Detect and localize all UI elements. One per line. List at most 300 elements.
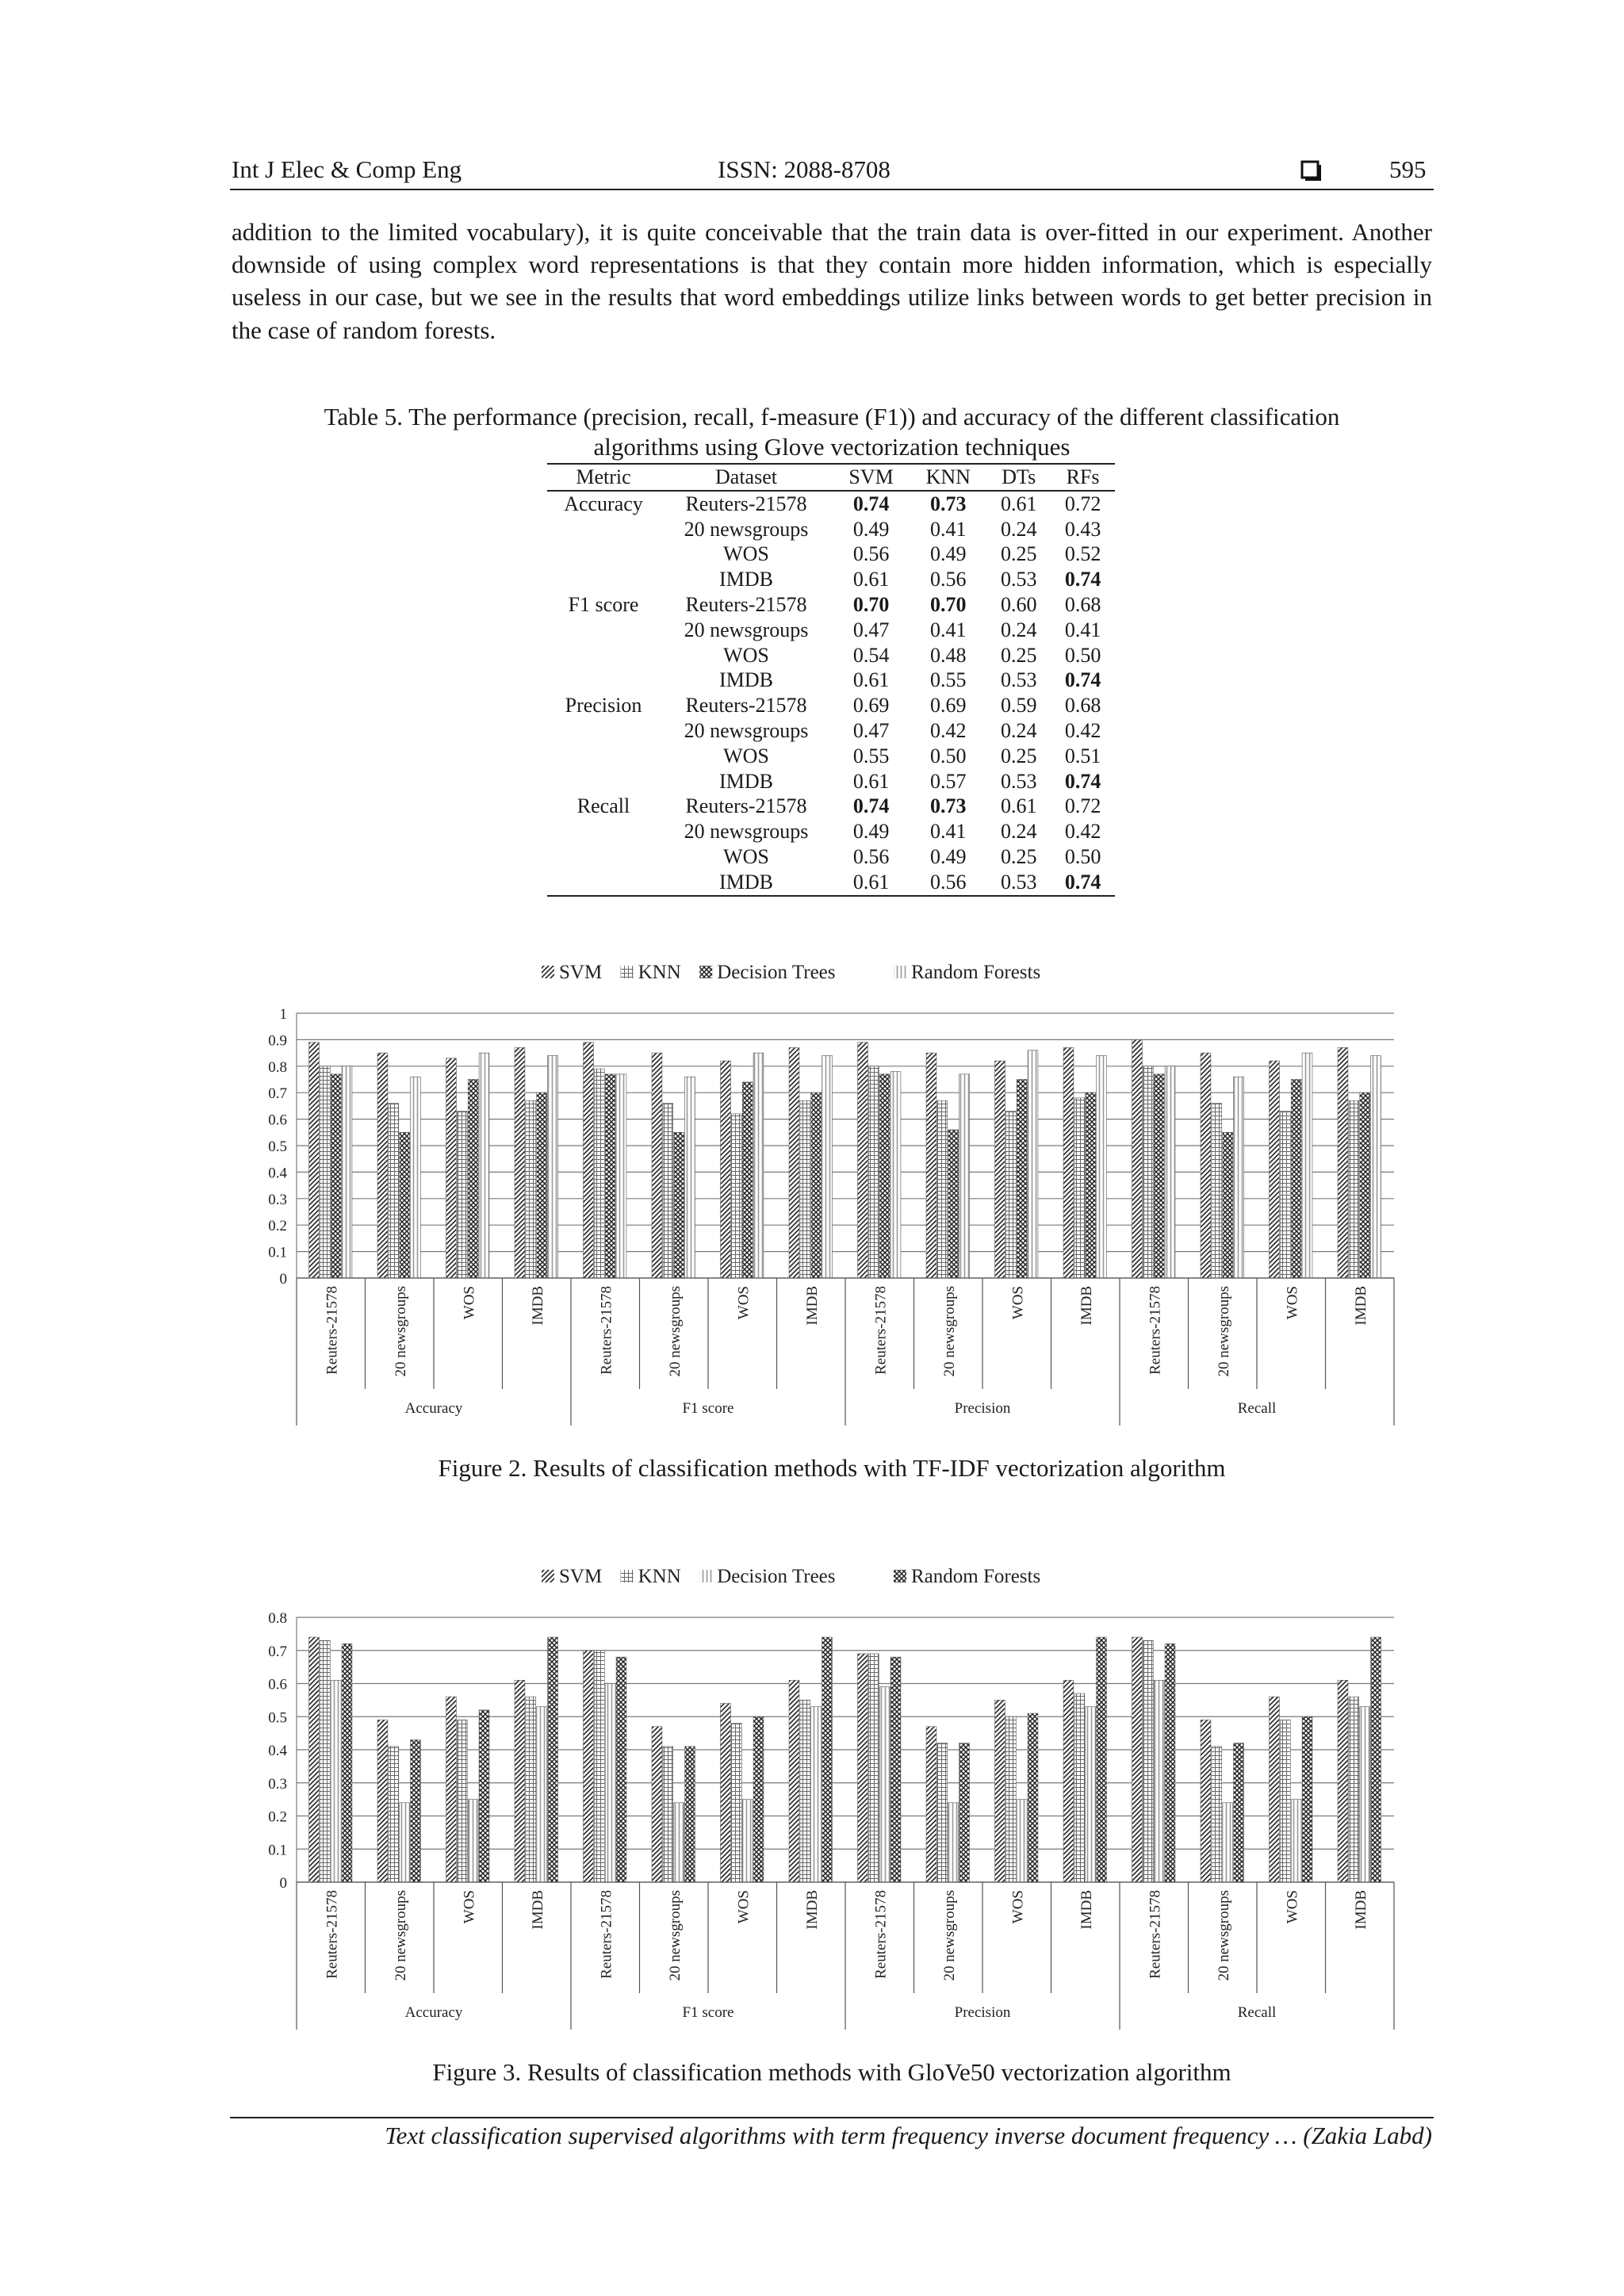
cell-dataset: IMDB bbox=[719, 668, 773, 692]
cell-value: 0.61 bbox=[833, 870, 910, 896]
bar bbox=[479, 1710, 489, 1882]
y-tick-label: 0.4 bbox=[268, 1165, 287, 1182]
bar bbox=[822, 1055, 833, 1278]
bar bbox=[937, 1100, 948, 1278]
bar bbox=[515, 1047, 525, 1278]
legend-label: SVM bbox=[559, 962, 603, 983]
cell-metric: Precision bbox=[565, 694, 642, 718]
bar bbox=[1074, 1098, 1085, 1278]
cell-dataset: 20 newsgroups bbox=[684, 820, 809, 844]
cell-metric bbox=[547, 618, 660, 643]
x-tick-label: Reuters-21578 bbox=[598, 1890, 615, 1979]
table-row bbox=[547, 618, 1115, 643]
cell-metric bbox=[547, 744, 660, 769]
table-row bbox=[547, 567, 1115, 592]
bar bbox=[1143, 1640, 1153, 1882]
bar bbox=[594, 1069, 604, 1278]
bar bbox=[1154, 1680, 1164, 1882]
cell-metric bbox=[547, 542, 660, 568]
bar bbox=[1028, 1713, 1038, 1882]
cell-value: 0.49 bbox=[930, 542, 967, 566]
bar bbox=[789, 1047, 799, 1278]
cell-value: 0.50 bbox=[1064, 643, 1101, 667]
x-tick-label: Reuters-21578 bbox=[872, 1890, 890, 1979]
cell-metric bbox=[547, 643, 660, 668]
cell-value: 0.24 bbox=[1001, 820, 1037, 844]
bar bbox=[468, 1080, 478, 1279]
cell-value: 0.74 bbox=[1064, 668, 1101, 692]
cell-value: 0.50 bbox=[1064, 845, 1101, 869]
table-row bbox=[547, 693, 1115, 718]
bar bbox=[515, 1680, 525, 1882]
table-row bbox=[547, 844, 1115, 870]
header-metric: Metric bbox=[547, 464, 660, 491]
legend-swatch bbox=[894, 1570, 906, 1582]
x-tick-label: 20 newsgroups bbox=[1215, 1286, 1232, 1377]
table-row bbox=[547, 668, 1115, 694]
body-paragraph: addition to the limited vocabulary), it is quite conceivable that the train data is over-fitted in our experiment. Another downside of using complex word representations is that they contain more hidden information, which is especially useless in our case, but we see in the results that word embeddings utilize links between words to get better precision in the case of random forests. bbox=[232, 218, 1432, 344]
x-tick-label: WOS bbox=[735, 1890, 753, 1924]
bar bbox=[411, 1739, 421, 1882]
cell-value: 0.53 bbox=[1001, 769, 1037, 793]
bar bbox=[1371, 1637, 1381, 1882]
bar bbox=[1338, 1047, 1348, 1278]
x-tick-label: 20 newsgroups bbox=[392, 1890, 409, 1981]
cell-value: 0.74 bbox=[1051, 870, 1115, 896]
group-label: F1 score bbox=[682, 1400, 734, 1417]
cell-value: 0.60 bbox=[1001, 593, 1037, 617]
bar bbox=[1165, 1644, 1175, 1882]
cell-value: 0.55 bbox=[852, 744, 890, 767]
bar bbox=[342, 1644, 352, 1882]
bar bbox=[811, 1093, 822, 1278]
journal-name: Int J Elec & Comp Eng bbox=[232, 155, 462, 183]
cell-value: 0.24 bbox=[1001, 719, 1037, 743]
bar bbox=[411, 1077, 421, 1278]
cell-metric: Accuracy bbox=[564, 492, 643, 515]
bar bbox=[1270, 1061, 1280, 1278]
legend-swatch bbox=[621, 966, 634, 978]
y-tick-label: 1 bbox=[279, 1006, 287, 1023]
table-row bbox=[547, 819, 1115, 844]
bar bbox=[959, 1074, 970, 1278]
bar bbox=[605, 1074, 615, 1278]
cell-value: 0.74 bbox=[852, 492, 890, 515]
bar bbox=[537, 1093, 547, 1278]
table-row bbox=[547, 542, 1115, 568]
table-row bbox=[547, 517, 1115, 542]
legend-swatch bbox=[894, 966, 906, 978]
y-tick-label: 0.7 bbox=[268, 1085, 287, 1103]
bar bbox=[721, 1704, 731, 1882]
cell-value: 0.25 bbox=[1001, 542, 1037, 566]
bar bbox=[948, 1803, 959, 1882]
bar bbox=[1143, 1066, 1153, 1278]
x-tick-label: Reuters-21578 bbox=[324, 1286, 341, 1375]
group-label: Recall bbox=[1237, 2004, 1277, 2021]
table-row bbox=[547, 718, 1115, 744]
cell-value: 0.68 bbox=[1064, 694, 1101, 718]
bar bbox=[753, 1716, 764, 1882]
y-tick-label: 0.4 bbox=[268, 1743, 287, 1759]
legend-label: Decision Trees bbox=[717, 962, 836, 983]
bar bbox=[1302, 1053, 1312, 1278]
bar bbox=[753, 1053, 764, 1278]
cell-value: 0.74 bbox=[1064, 568, 1101, 591]
bar bbox=[1132, 1039, 1143, 1278]
cell-value: 0.54 bbox=[852, 643, 890, 667]
table-row bbox=[547, 794, 1115, 820]
cell-metric bbox=[547, 819, 660, 844]
cell-dataset: 20 newsgroups bbox=[684, 618, 809, 641]
cell-metric bbox=[547, 844, 660, 870]
bar bbox=[479, 1053, 489, 1278]
cell-metric bbox=[547, 517, 660, 542]
cell-value: 0.73 bbox=[930, 794, 967, 818]
bar bbox=[652, 1727, 662, 1882]
issn: ISSN: 2088-8708 bbox=[718, 155, 891, 183]
table-row bbox=[547, 870, 1115, 896]
cell-value: 0.72 bbox=[1064, 794, 1101, 818]
header-knn: KNN bbox=[910, 464, 986, 491]
cell-metric bbox=[547, 718, 660, 744]
legend-label: KNN bbox=[638, 962, 681, 983]
bar bbox=[526, 1100, 536, 1278]
bar bbox=[594, 1651, 604, 1882]
bar bbox=[331, 1074, 341, 1278]
cell-value: 0.55 bbox=[930, 668, 967, 692]
bar bbox=[1338, 1680, 1348, 1882]
y-tick-label: 0.7 bbox=[268, 1643, 287, 1660]
bar bbox=[674, 1132, 684, 1278]
y-tick-label: 0.8 bbox=[268, 1058, 287, 1076]
cell-value: 0.74 bbox=[852, 794, 890, 818]
y-tick-label: 0 bbox=[279, 1875, 287, 1892]
group-label: Precision bbox=[954, 1400, 1011, 1417]
bar bbox=[548, 1637, 558, 1882]
x-tick-label: Reuters-21578 bbox=[1147, 1286, 1164, 1375]
bar bbox=[377, 1053, 388, 1278]
cell-value: 0.41 bbox=[930, 618, 967, 641]
bar bbox=[1201, 1720, 1211, 1882]
cell-value: 0.50 bbox=[930, 744, 967, 767]
bar bbox=[879, 1074, 890, 1278]
cell-value: 0.61 bbox=[852, 769, 890, 793]
y-tick-label: 0.6 bbox=[268, 1676, 287, 1693]
legend-label: Random Forests bbox=[911, 1566, 1041, 1587]
bar bbox=[1349, 1100, 1359, 1278]
cell-dataset: Reuters-21578 bbox=[685, 593, 807, 617]
cell-value: 0.61 bbox=[1001, 794, 1037, 818]
running-footer: Text classification supervised algorithms with term frequency inverse document frequency … (Zakia Labd) bbox=[385, 2122, 1432, 2149]
bar bbox=[959, 1743, 970, 1882]
bar bbox=[1223, 1132, 1233, 1278]
table-caption-line1: Table 5. The performance (precision, recall, f-measure (F1)) and accuracy of the different classification bbox=[324, 403, 1340, 430]
bar bbox=[891, 1071, 901, 1278]
bar bbox=[731, 1724, 741, 1882]
cell-value: 0.41 bbox=[930, 517, 967, 541]
cell-dataset: WOS bbox=[723, 542, 769, 566]
cell-metric bbox=[547, 567, 660, 592]
table-header-row bbox=[547, 464, 1115, 491]
bar bbox=[1212, 1747, 1222, 1882]
bar bbox=[926, 1727, 936, 1882]
bar bbox=[1005, 1112, 1016, 1278]
cell-value: 0.53 bbox=[986, 870, 1051, 896]
cell-value: 0.69 bbox=[930, 694, 967, 718]
bar bbox=[891, 1657, 901, 1882]
bar bbox=[468, 1800, 478, 1882]
group-label: F1 score bbox=[682, 2004, 734, 2021]
legend-swatch bbox=[542, 966, 554, 978]
checkbox-glyph-icon bbox=[1300, 159, 1324, 178]
bar bbox=[1063, 1680, 1074, 1882]
cell-value: 0.49 bbox=[930, 845, 967, 869]
bar bbox=[1291, 1080, 1301, 1279]
legend-label: Decision Trees bbox=[717, 1566, 836, 1587]
y-tick-label: 0.3 bbox=[268, 1775, 287, 1793]
cell-metric bbox=[547, 668, 660, 694]
x-tick-label: IMDB bbox=[803, 1286, 821, 1326]
y-tick-label: 0.8 bbox=[268, 1610, 287, 1627]
cell-value: 0.61 bbox=[852, 668, 890, 692]
bar bbox=[1017, 1800, 1027, 1882]
cell-value: 0.48 bbox=[930, 643, 967, 667]
bar bbox=[868, 1066, 879, 1278]
cell-value: 0.61 bbox=[852, 568, 890, 591]
bar bbox=[1201, 1053, 1211, 1278]
bar bbox=[616, 1657, 626, 1882]
figure2-caption: Figure 2. Results of classification methods with TF-IDF vectorization algorithm bbox=[438, 1454, 1226, 1482]
cell-dataset: WOS bbox=[723, 643, 769, 667]
x-tick-label: 20 newsgroups bbox=[666, 1286, 684, 1377]
cell-dataset: 20 newsgroups bbox=[684, 719, 809, 743]
cell-value: 0.42 bbox=[1064, 719, 1101, 743]
x-tick-label: Reuters-21578 bbox=[1147, 1890, 1164, 1979]
cell-value: 0.74 bbox=[1064, 769, 1101, 793]
bar bbox=[652, 1053, 662, 1278]
bar bbox=[800, 1100, 810, 1278]
bar bbox=[868, 1654, 879, 1882]
cell-value: 0.25 bbox=[1001, 845, 1037, 869]
table-caption-line2: algorithms using Glove vectorization techniques bbox=[593, 433, 1071, 461]
group-label: Accuracy bbox=[404, 1400, 463, 1417]
bar bbox=[309, 1043, 320, 1278]
table-row bbox=[547, 643, 1115, 668]
bar bbox=[1097, 1637, 1107, 1882]
bar bbox=[320, 1066, 330, 1278]
cell-value: 0.41 bbox=[1064, 618, 1101, 641]
cell-dataset: WOS bbox=[723, 845, 769, 869]
cell-value: 0.61 bbox=[1001, 492, 1037, 515]
header-svm: SVM bbox=[833, 464, 910, 491]
bar bbox=[1074, 1693, 1085, 1882]
bar bbox=[616, 1074, 626, 1278]
bar bbox=[731, 1114, 741, 1278]
cell-value: 0.41 bbox=[930, 820, 967, 844]
x-tick-label: WOS bbox=[1284, 1286, 1301, 1320]
cell-metric: F1 score bbox=[568, 593, 639, 617]
bar bbox=[685, 1077, 695, 1278]
legend-label: KNN bbox=[638, 1566, 681, 1587]
bar bbox=[1270, 1697, 1280, 1882]
cell-dataset: Reuters-21578 bbox=[685, 694, 807, 718]
cell-value: 0.56 bbox=[910, 870, 986, 896]
x-tick-label: WOS bbox=[461, 1890, 478, 1924]
cell-metric: Recall bbox=[576, 794, 630, 818]
cell-value: 0.72 bbox=[1064, 492, 1101, 515]
legend-label: Random Forests bbox=[911, 962, 1041, 983]
bar bbox=[789, 1680, 799, 1882]
bar bbox=[1097, 1055, 1107, 1278]
bar bbox=[457, 1112, 467, 1278]
bar bbox=[526, 1697, 536, 1882]
bar bbox=[1017, 1080, 1027, 1279]
bar bbox=[389, 1747, 399, 1882]
y-tick-label: 0.2 bbox=[268, 1218, 287, 1235]
cell-dataset: 20 newsgroups bbox=[684, 517, 809, 541]
bar bbox=[584, 1043, 594, 1278]
x-tick-label: 20 newsgroups bbox=[392, 1286, 409, 1377]
bar bbox=[1349, 1697, 1359, 1882]
cell-value: 0.52 bbox=[1064, 542, 1101, 566]
legend-swatch bbox=[542, 1570, 554, 1582]
bar bbox=[822, 1637, 833, 1882]
cell-dataset: IMDB bbox=[719, 769, 773, 793]
footer-rule bbox=[230, 2117, 1434, 2118]
cell-dataset: IMDB bbox=[719, 568, 773, 591]
y-tick-label: 0.6 bbox=[268, 1112, 287, 1129]
bar bbox=[879, 1687, 890, 1882]
header-rfs: RFs bbox=[1051, 464, 1115, 491]
cell-dataset: WOS bbox=[723, 744, 769, 767]
x-tick-label: Reuters-21578 bbox=[872, 1286, 890, 1375]
y-tick-label: 0.3 bbox=[268, 1191, 287, 1208]
cell-value: 0.68 bbox=[1064, 593, 1101, 617]
x-tick-label: IMDB bbox=[529, 1890, 546, 1930]
bar bbox=[400, 1132, 410, 1278]
x-tick-label: WOS bbox=[1009, 1286, 1027, 1320]
bar bbox=[937, 1743, 948, 1882]
bar bbox=[1360, 1093, 1370, 1278]
x-tick-label: IMDB bbox=[1352, 1890, 1369, 1930]
bar bbox=[1132, 1637, 1143, 1882]
bar bbox=[446, 1697, 457, 1882]
header-dataset: Dataset bbox=[660, 464, 833, 491]
bar bbox=[811, 1707, 822, 1882]
bar bbox=[548, 1055, 558, 1278]
bar bbox=[663, 1747, 673, 1882]
bar bbox=[1234, 1743, 1244, 1882]
cell-value: 0.59 bbox=[1001, 694, 1037, 718]
cell-dataset: Reuters-21578 bbox=[685, 794, 807, 818]
cell-value: 0.49 bbox=[852, 820, 890, 844]
bar bbox=[342, 1066, 352, 1278]
bar bbox=[800, 1700, 810, 1882]
legend-swatch bbox=[621, 1570, 634, 1582]
bar bbox=[1302, 1716, 1312, 1882]
cell-value: 0.47 bbox=[852, 719, 890, 743]
x-tick-label: IMDB bbox=[1078, 1286, 1095, 1326]
bar bbox=[1212, 1104, 1222, 1278]
x-tick-label: 20 newsgroups bbox=[940, 1286, 958, 1377]
x-tick-label: Reuters-21578 bbox=[598, 1286, 615, 1375]
y-tick-label: 0.1 bbox=[268, 1244, 287, 1261]
x-tick-label: IMDB bbox=[803, 1890, 821, 1930]
cell-value: 0.47 bbox=[852, 618, 890, 641]
x-tick-label: IMDB bbox=[1078, 1890, 1095, 1930]
cell-value: 0.25 bbox=[1001, 744, 1037, 767]
bar bbox=[995, 1700, 1005, 1882]
x-tick-label: IMDB bbox=[529, 1286, 546, 1326]
header-dts: DTs bbox=[986, 464, 1051, 491]
cell-dataset: IMDB bbox=[660, 870, 833, 896]
bar bbox=[1223, 1803, 1233, 1882]
bar bbox=[1360, 1707, 1370, 1882]
figure3-caption: Figure 3. Results of classification methods with GloVe50 vectorization algorithm bbox=[432, 2058, 1231, 2086]
figure2-chart bbox=[238, 943, 1411, 1432]
legend-swatch bbox=[699, 1570, 712, 1582]
bar bbox=[331, 1680, 341, 1882]
cell-value: 0.42 bbox=[1064, 820, 1101, 844]
table-row bbox=[547, 769, 1115, 794]
legend-label: SVM bbox=[559, 1566, 603, 1587]
bar bbox=[1280, 1720, 1290, 1882]
bar bbox=[1371, 1055, 1381, 1278]
bar bbox=[1165, 1066, 1175, 1278]
bar bbox=[457, 1720, 467, 1882]
cell-value: 0.24 bbox=[1001, 517, 1037, 541]
cell-value: 0.69 bbox=[852, 694, 890, 718]
results-table bbox=[547, 463, 1115, 897]
cell-value: 0.56 bbox=[852, 845, 890, 869]
bar bbox=[721, 1061, 731, 1278]
bar bbox=[1063, 1047, 1074, 1278]
cell-value: 0.25 bbox=[1001, 643, 1037, 667]
cell-value: 0.57 bbox=[930, 769, 967, 793]
bar bbox=[309, 1637, 320, 1882]
y-tick-label: 0.9 bbox=[268, 1032, 287, 1050]
bar bbox=[685, 1747, 695, 1882]
cell-value: 0.70 bbox=[852, 593, 890, 617]
group-label: Recall bbox=[1237, 1400, 1277, 1417]
cell-value: 0.53 bbox=[1001, 668, 1037, 692]
bar bbox=[1154, 1074, 1164, 1278]
cell-metric bbox=[547, 870, 660, 896]
bar bbox=[584, 1651, 594, 1882]
x-tick-label: WOS bbox=[1009, 1890, 1027, 1924]
y-tick-label: 0.1 bbox=[268, 1842, 287, 1859]
bar bbox=[320, 1640, 330, 1882]
table-row bbox=[547, 744, 1115, 769]
x-tick-label: WOS bbox=[735, 1286, 753, 1320]
x-tick-label: 20 newsgroups bbox=[1215, 1890, 1232, 1981]
cell-dataset: Reuters-21578 bbox=[685, 492, 807, 515]
bar bbox=[926, 1053, 936, 1278]
table-row bbox=[547, 491, 1115, 517]
x-tick-label: WOS bbox=[1284, 1890, 1301, 1924]
bar bbox=[742, 1082, 753, 1278]
y-tick-label: 0.5 bbox=[268, 1709, 287, 1727]
cell-value: 0.56 bbox=[852, 542, 890, 566]
x-tick-label: Reuters-21578 bbox=[324, 1890, 341, 1979]
cell-value: 0.56 bbox=[930, 568, 967, 591]
bar bbox=[537, 1707, 547, 1882]
cell-value: 0.70 bbox=[930, 593, 967, 617]
bar bbox=[389, 1104, 399, 1278]
bar bbox=[948, 1130, 959, 1278]
figure3-chart bbox=[238, 1548, 1411, 2036]
